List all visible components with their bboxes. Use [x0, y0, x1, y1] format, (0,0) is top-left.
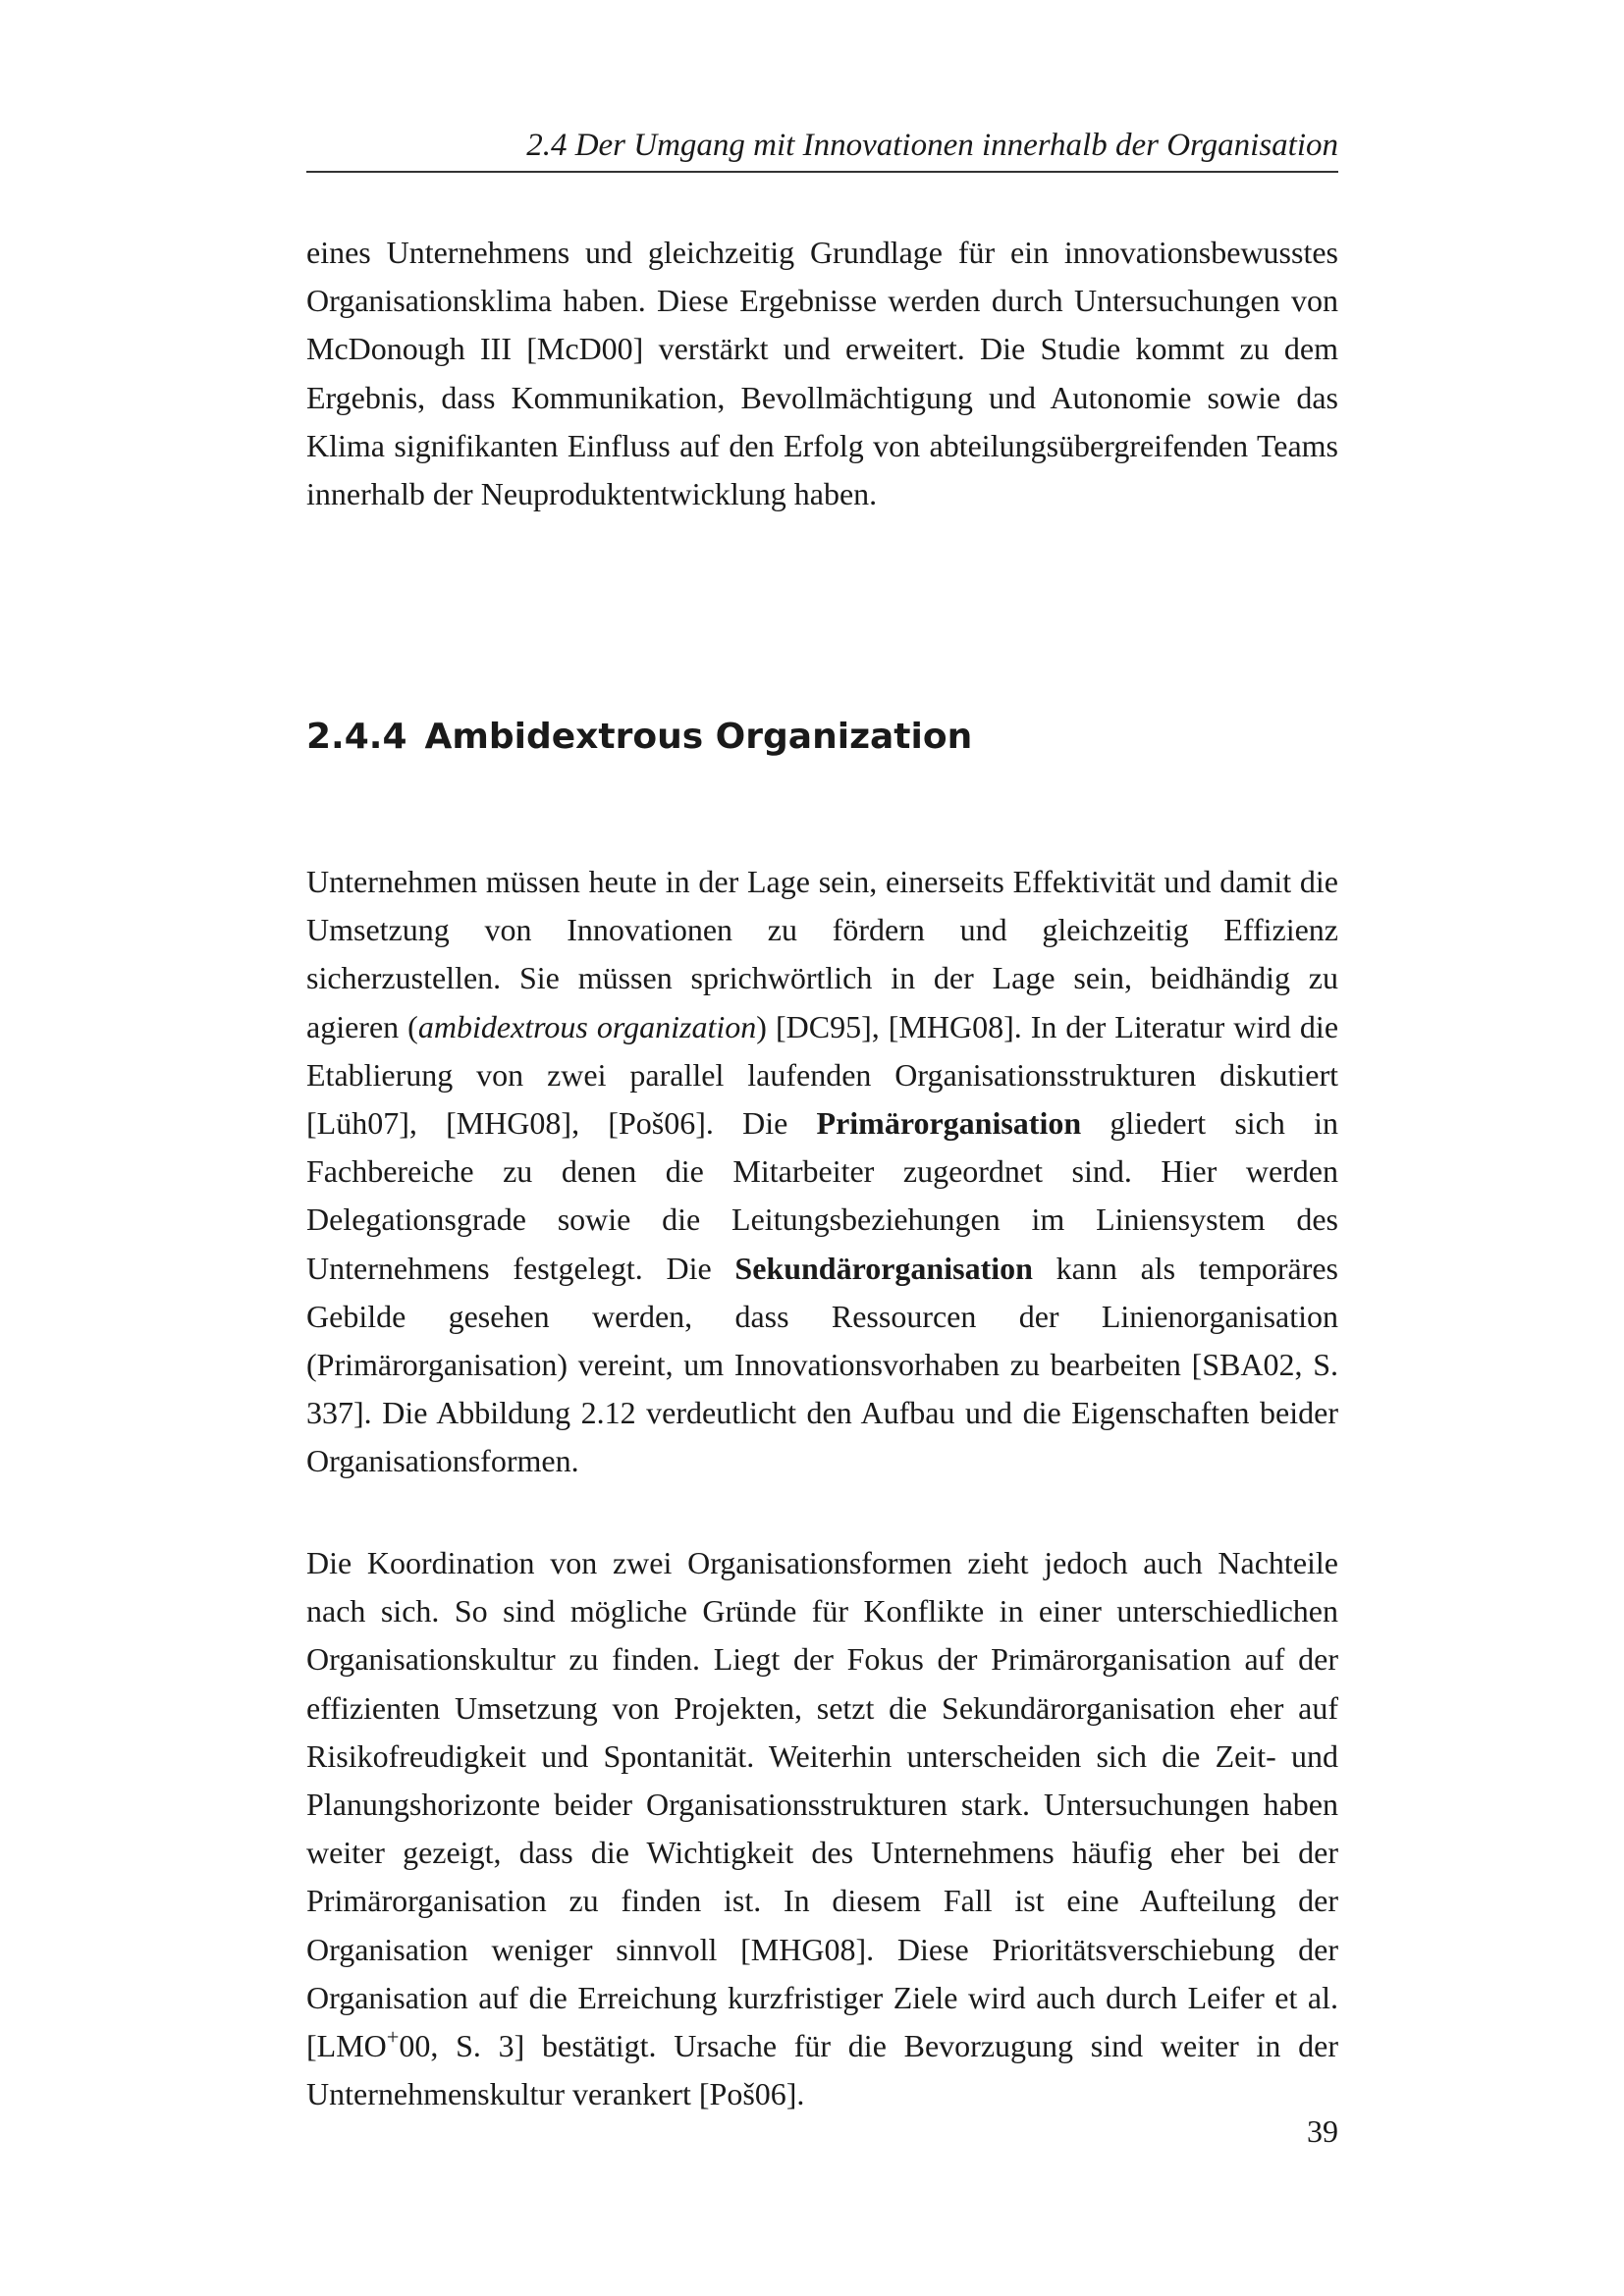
- section-number: 2.4.4: [306, 717, 407, 757]
- text-run: Unternehmen müssen heute in der Lage sein, einerseits Effektivität und damit die Umsetzung von Innovationen zu fördern und gleichzeitig Effizienz sicherzustellen. Sie müssen sprichwörtlich in der Lage sein, beidhändig zu agieren (: [306, 864, 1338, 1044]
- page-number: 39: [1307, 2113, 1338, 2149]
- text-run: Die Koordination von zwei Organisationsformen zieht jedoch auch Nachteile nach sich. So sind mögliche Gründe für Konflikte in einer unterschiedlichen Organisationskultur zu finden. Liegt der Fokus der Primärorganisation auf der effizienten Umsetzung von Projekten, setzt die Sekundärorganisation eher auf Risikofreudigkeit und Spontanität. Weiterhin unterscheiden sich die Zeit- und Planungshorizonte beider Organisationsstrukturen stark. Untersuchungen haben weiter gezeigt, dass die Wichtigkeit des Unternehmens häufig eher bei der Primärorganisation zu finden ist. In diesem Fall ist eine Aufteilung der Organisation weniger sinnvoll [MHG08]. Diese Prioritätsverschiebung der Organisation auf die Erreichung kurzfristiger Ziele wird auch durch Leifer et al. [LMO: [306, 1545, 1338, 2064]
- text-run: kann als temporäres Gebilde gesehen werden, dass Ressourcen der Linienorganisation (Primärorganisation) vereint, um Innovationsvorhaben zu bearbeiten [SBA02, S. 337]. Die Abbildung 2.12 verdeutlicht den Aufbau und die Eigenschaften beider Organisationsformen.: [306, 1250, 1339, 1479]
- bold-term-primaerorganisation: Primärorganisation: [816, 1105, 1082, 1142]
- text-run: 00, S. 3] bestätigt. Ursache für die Bevorzugung sind weiter in der Unternehmenskultur verankert [Poš06].: [306, 2028, 1338, 2112]
- paragraph-ambidextrous: [306, 858, 1338, 1486]
- bold-term-sekundaerorganisation: Sekundärorganisation: [734, 1250, 1033, 1286]
- citation-superscript: +: [386, 2024, 400, 2050]
- paragraph-intro-continuation: eines Unternehmens und gleichzeitig Grundlage für ein innovationsbewusstes Organisationsklima haben. Diese Ergebnisse werden durch Untersuchungen von McDonough III [McD00] verstärkt und erweitert. Die Studie kommt zu dem Ergebnis, dass Kommunikation, Bevollmächtigung und Autonomie sowie das Klima signifikanten Einfluss auf den Erfolg von abteilungsübergreifenden Teams innerhalb der Neuproduktentwicklung haben.: [306, 235, 1338, 512]
- running-header-title: 2.4 Der Umgang mit Innovationen innerhalb der Organisation: [526, 128, 1338, 163]
- text-run: gliedert sich in Fachbereiche zu denen die Mitarbeiter zugeordnet sind. Hier werden Delegationsgrade sowie die Leitungsbeziehungen im Liniensystem des Unternehmens festgelegt. Die: [306, 1105, 1339, 1286]
- section-heading: [306, 714, 972, 761]
- text-run: ) [DC95], [MHG08]. In der Literatur wird die Etablierung von zwei parallel laufenden Organisationsstrukturen diskutiert [Lüh07], [MHG08], [Poš06]. Die: [306, 1008, 1339, 1142]
- header-rule: [306, 171, 1338, 173]
- paragraph-koordination: [306, 1539, 1338, 2118]
- section-title: Ambidextrous Organization: [424, 717, 973, 757]
- italic-term: ambidextrous organization: [417, 1008, 757, 1044]
